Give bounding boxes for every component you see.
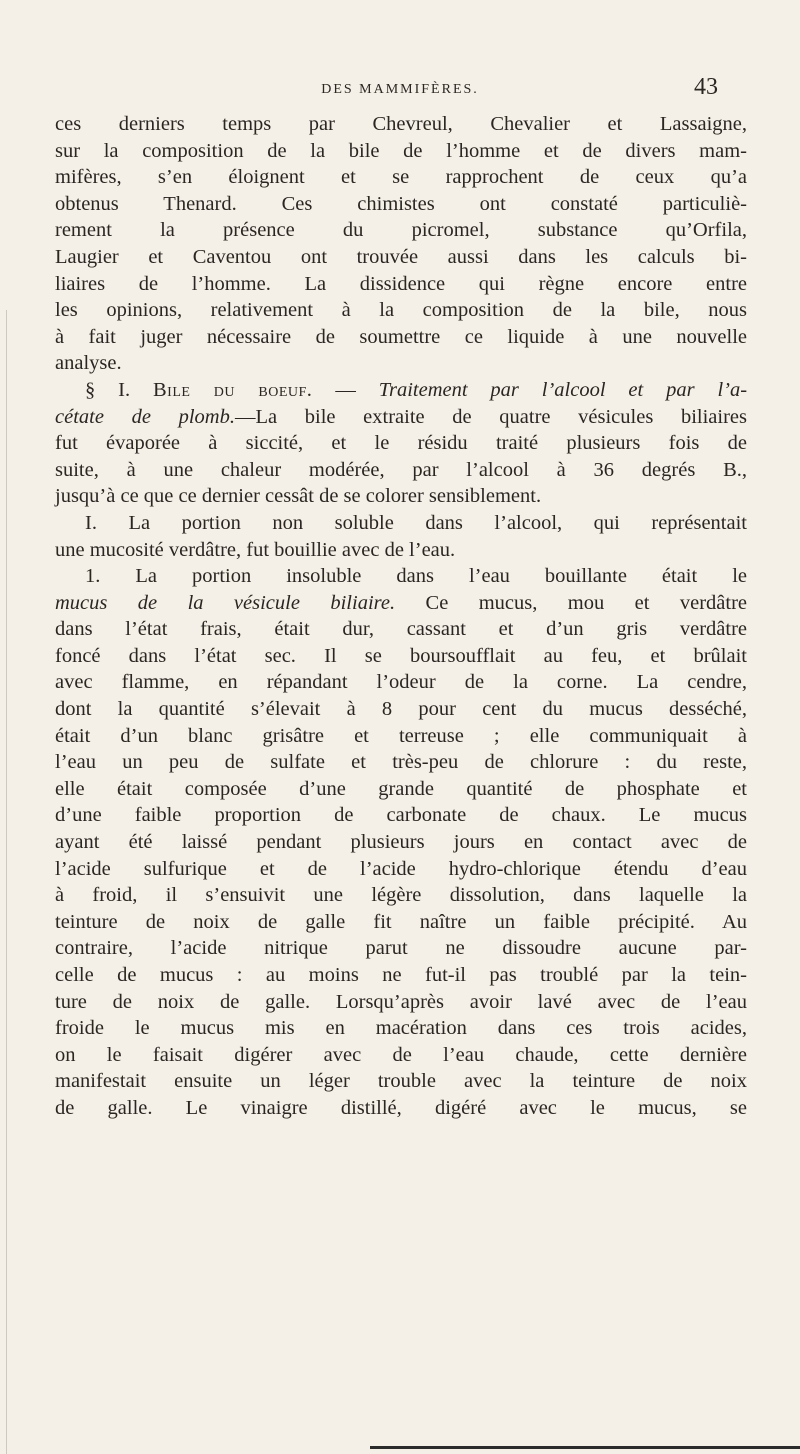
text-line: elle était composée d’une grande quantité de phosphate et <box>55 777 747 800</box>
text-line: fut évaporée à siccité, et le résidu traité plusieurs fois de <box>55 432 747 455</box>
text-line: froide le mucus mis en macération dans ces trois acides, <box>55 1017 747 1040</box>
text-line: jusqu’à ce que ce dernier cessât de se colorer sensiblement. <box>55 485 542 508</box>
text-run: Ce mucus, mou et verdâtre <box>425 591 747 614</box>
text-line: obtenus Thenard. Ces chimistes ont constaté particuliè- <box>55 192 747 215</box>
text-line: d’une faible proportion de carbonate de chaux. Le mucus <box>55 804 747 827</box>
text-line: manifestait ensuite un léger trouble avec la teinture de noix <box>55 1070 747 1093</box>
page-edge-rule <box>6 310 7 1454</box>
text-line: liaires de l’homme. La dissidence qui règne encore entre <box>55 272 747 295</box>
text-line: une mucosité verdâtre, fut bouillie avec de l’eau. <box>55 538 456 561</box>
text-line: Laugier et Caventou ont trouvée aussi dans les calculs bi- <box>55 245 747 268</box>
italic-term: mucus de la vésicule biliaire. <box>55 591 396 614</box>
text-line: ces derniers temps par Chevreul, Chevalier et Lassaigne, <box>55 113 747 135</box>
section-subtitle-cont: cétate de plomb. <box>55 405 235 428</box>
running-head <box>0 74 800 104</box>
text-line: sur la composition de la bile de l’homme et de divers mam- <box>55 139 747 162</box>
section-dash: — <box>335 378 356 401</box>
bottom-edge-rule <box>370 1446 800 1449</box>
text-line: teinture de noix de galle fit naître un faible précipité. Au <box>55 910 747 933</box>
text-line: on le faisait digérer avec de l’eau chaude, cette dernière <box>55 1043 747 1066</box>
text-line: à fait juger nécessaire de soumettre ce liquide à une nouvelle <box>55 325 747 348</box>
text-line: mifères, s’en éloignent et se rapprochent de ceux qu’a <box>55 166 747 189</box>
text-line: I. La portion non soluble dans l’alcool, qui représentait <box>85 511 747 534</box>
text-line: analyse. <box>55 352 122 375</box>
text-line: 1. La portion insoluble dans l’eau bouillante était le <box>85 565 747 588</box>
text-line: dont la quantité s’élevait à 8 pour cent du mucus desséché, <box>55 698 747 721</box>
text-line: ayant été laissé pendant plusieurs jours en contact avec de <box>55 831 747 854</box>
section-title: Bile du boeuf. <box>152 378 313 401</box>
section-mark: § I. <box>85 378 131 401</box>
text-line: foncé dans l’état sec. Il se boursoufflait au feu, et brûlait <box>55 644 747 667</box>
text-line: à froid, il s’ensuivit une légère dissolution, dans laquelle la <box>55 884 747 907</box>
text-line: était d’un blanc grisâtre et terreuse ; elle communiquait à <box>55 724 747 747</box>
text-line: celle de mucus : au moins ne fut-il pas troublé par la tein- <box>55 964 747 986</box>
running-title: DES MAMMIFÈRES. <box>321 82 479 97</box>
text-line: contraire, l’acide nitrique parut ne dissoudre aucune par- <box>55 937 747 960</box>
text-line: ture de noix de galle. Lorsqu’après avoir lavé avec de l’eau <box>55 990 747 1013</box>
text-line: l’eau un peu de sulfate et très-peu de chlorure : du reste, <box>55 751 747 774</box>
text-line: rement la présence du picromel, substance qu’Orfila, <box>55 219 747 242</box>
body-text <box>55 111 747 1122</box>
text-line: dans l’état frais, était dur, cassant et d’un gris verdâtre <box>55 618 747 641</box>
section-text: —La bile extraite de quatre vésicules biliaires <box>234 405 747 428</box>
text-line <box>55 590 747 617</box>
text-line: avec flamme, en répandant l’odeur de la corne. La cendre, <box>55 671 747 694</box>
text-line: l’acide sulfurique et de l’acide hydro-chlorique étendu d’eau <box>55 857 747 880</box>
text-line: suite, à une chaleur modérée, par l’alcool à 36 degrés B., <box>55 458 747 481</box>
text-line: les opinions, relativement à la composition de la bile, nous <box>55 299 747 322</box>
section-heading-line <box>55 404 747 431</box>
text-line: de galle. Le vinaigre distillé, digéré avec le mucus, se <box>55 1096 747 1119</box>
section-heading-line <box>55 377 747 404</box>
page-number: 43 <box>694 74 718 100</box>
section-subtitle: Traitement par l’alcool et par l’a- <box>378 378 748 401</box>
